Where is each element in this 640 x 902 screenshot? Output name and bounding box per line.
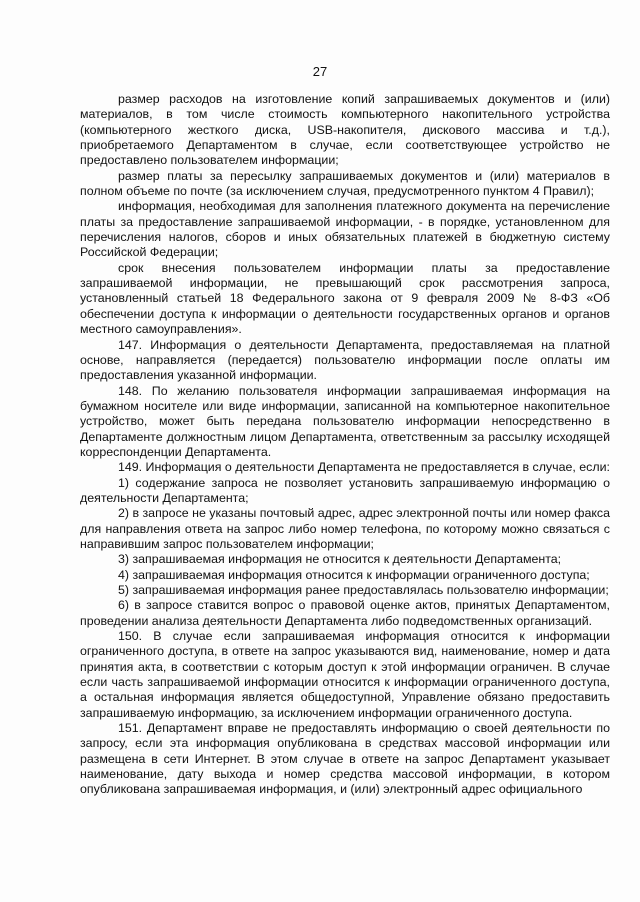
list-item-149-2: 2) в запросе не указаны почтовый адрес, адрес электронной почты или номер факса для направления ответа на запрос либо номер телефона, по которому можно связаться с направившим запрос пользователем информации; (80, 506, 610, 551)
paragraph-payment-info: информация, необходимая для заполнения платежного документа на перечисление платы за предоставление запрашиваемой информации, - в порядке, установленном для перечисления налогов, сборов и иных обязательных платежей в бюджетную систему Российской Федерации; (80, 199, 610, 260)
paragraph-copy-costs: размер расходов на изготовление копий запрашиваемых документов и (или) материалов, в том числе стоимость компьютерного накопительного устройства (компьютерного жесткого диска, USB-накопителя, дискового массива и т.д.), приобретаемого Департаментом в случае, если соответствующее устройство не предоставлено пользователем информации; (80, 92, 610, 168)
paragraph-149: 149. Информация о деятельности Департамента не предоставляется в случае, если: (118, 460, 610, 475)
list-item-149-1: 1) содержание запроса не позволяет установить запрашиваемую информацию о деятельности Департамента; (80, 475, 610, 505)
page-number: 27 (312, 64, 328, 79)
list-item-149-6: 6) в запросе ставится вопрос о правовой оценке актов, принятых Департаментом, проведении анализа деятельности Департамента либо подведомственных организаций. (80, 598, 610, 628)
paragraph-147: 147. Информация о деятельности Департамента, предоставляемая на платной основе, направляется (передается) пользователю информации после оплаты им предоставления указанной информации. (80, 337, 610, 383)
paragraph-148: 148. По желанию пользователя информации запрашиваемая информация на бумажном носителе или виде информации, записанной на компьютерное накопительное устройство, может быть передана пользователю информации непосредственно в Департаменте должностным лицом Департамента, ответственным за рассылку исходящей корреспонденции Департамента. (80, 383, 610, 459)
paragraph-151: 151. Департамент вправе не предоставлять информацию о своей деятельности по запросу, если эта информация опубликована в средствах массовой информации или размещена в сети Интернет. В этом случае в ответе на запрос Департамент указывает наименование, дату выхода и номер средства массовой информации, в котором опубликована запрашиваемая информация, и (или) электронный адрес официального (80, 721, 610, 797)
list-item-149-4: 4) запрашиваемая информация относится к информации ограниченного доступа; (118, 567, 590, 582)
paragraph-150: 150. В случае если запрашиваемая информация относится к информации ограниченного доступа, в ответе на запрос указываются вид, наименование, номер и дата принятия акта, в соответствии с которым доступ к этой информации ограничен. В случае если часть запрашиваемой информации относится к информации ограниченного доступа, а остальная информация является общедоступной, Управление обязано предоставить запрашиваемую информацию, за исключением информации ограниченного доступа. (80, 629, 610, 720)
list-item-149-3: 3) запрашиваемая информация не относится к деятельности Департамента; (118, 552, 562, 567)
document-body (80, 92, 610, 798)
paragraph-postage-fee: размер платы за пересылку запрашиваемых документов и (или) материалов в полном объеме по почте (за исключением случая, предусмотренного пунктом 4 Правил); (80, 168, 610, 199)
paragraph-payment-deadline: срок внесения пользователем информации платы за предоставление запрашиваемой информации, не превышающий срок рассмотрения запроса, установленный статьей 18 Федерального закона от 9 февраля 2009 № 8-ФЗ «Об обеспечении доступа к информации о деятельности государственных органов и органов местного самоуправления». (80, 260, 610, 337)
list-item-149-5: 5) запрашиваемая информация ранее предоставлялась пользователю информации; (118, 583, 609, 597)
